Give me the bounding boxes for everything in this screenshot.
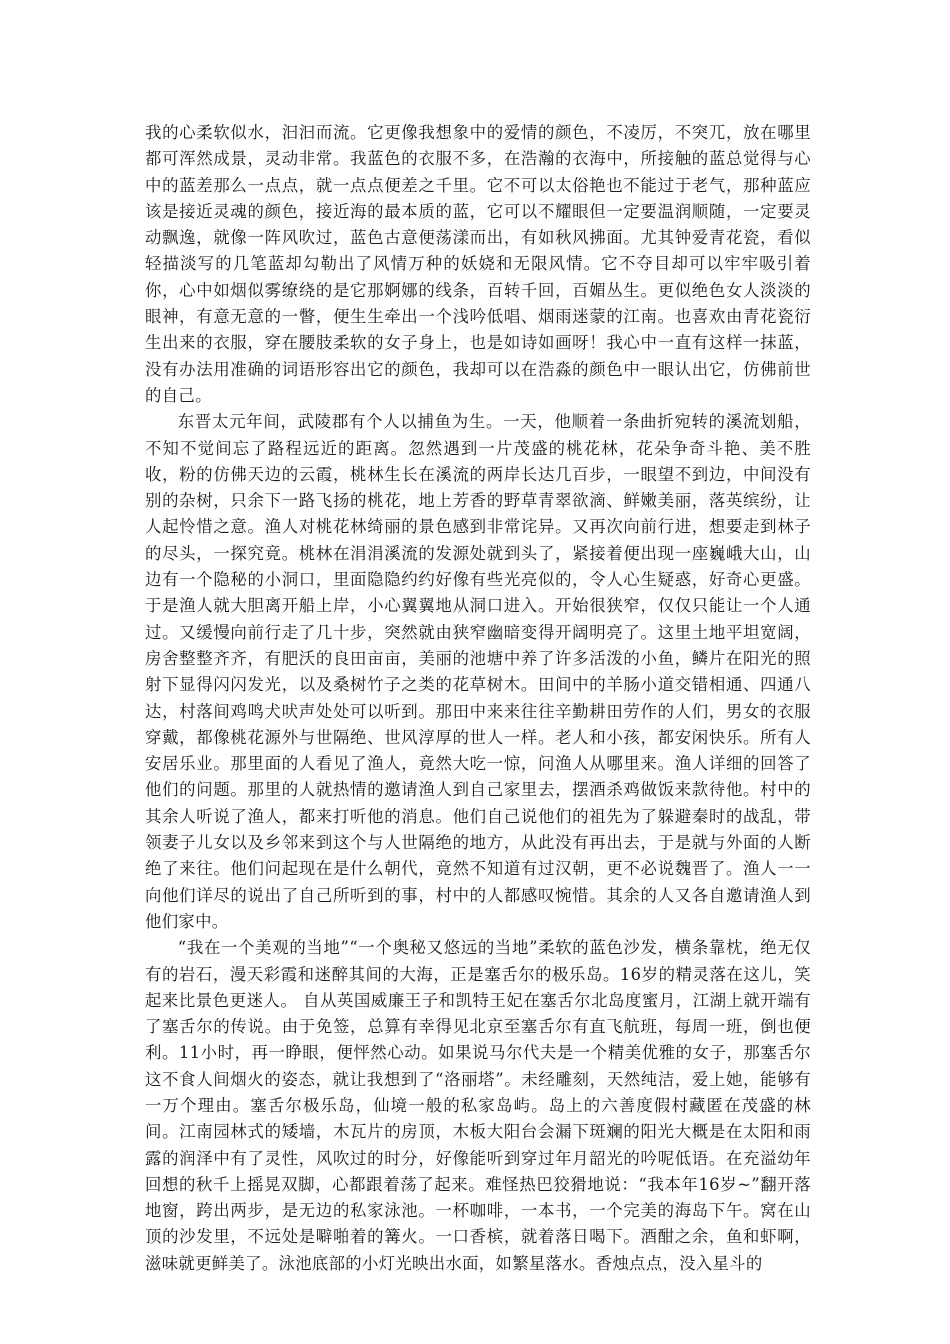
paragraph-seychelles: “我在一个美观的当地”“一个奥秘又悠远的当地”柔软的蓝色沙发，横条靠枕，绝无仅有的岩石，漫天彩霞和迷醉其间的大海，正是塞舌尔的极乐岛。16岁的精灵落在这儿，笑起来比景色更迷人。 自从英国威廉王子和凯特王妃在塞舌尔北岛度蜜月，江湖上就开端有了塞舌尔的传说。由于免签，总算有幸得见北京至塞舌尔有直飞航班，每周一班，倒也便利。11小时，再一睁眼，便怦然心动。如果说马尔代夫是一个精美优雅的女子，那塞舌尔这不食人间烟火的姿态，就让我想到了“洛丽塔”。未经雕刻，天然纯洁，爱上她，能够有一万个理由。塞舌尔极乐岛，仙境一般的私家岛屿。岛上的六善度假村藏匿在茂盛的林间。江南园林式的矮墙，木瓦片的房顶，木板大阳台会漏下斑斓的阳光大概是在太阳和雨露的润泽中有了灵性，风吹过的时分，好像能听到穿过年月韶光的吟呢低语。在充溢幼年回想的秋千上摇晃双脚，心都跟着荡了起来。难怪热巴狡猾地说：“我本年16岁~”翻开落地窗，跨出两步，是无边的私家泳池。一杯咖啡，一本书，一个完美的海岛下午。窝在山顶的沙发里，不远处是噼啪着的篝火。一口香槟，就着落日喝下。酒酣之余，鱼和虾啊，滋味就更鲜美了。泳池底部的小灯光映出水面，如繁星落水。香烛点点，没入星斗的 xyxy=(145,938,811,1273)
paragraph-peach-blossom: 东晋太元年间，武陵郡有个人以捕鱼为生。一天，他顺着一条曲折宛转的溪流划船，不知不觉间忘了路程远近的距离。忽然遇到一片茂盛的桃花林，花朵争奇斗艳、美不胜收，粉的仿佛天边的云霞，桃林生长在溪流的两岸长达几百步，一眼望不到边，中间没有别的杂树，只余下一路飞扬的桃花，地上芳香的野草青翠欲滴、鲜嫩美丽，落英缤纷，让人起怜惜之意。渔人对桃花林绮丽的景色感到非常诧异。又再次向前行进，想要走到林子的尽头，一探究竟。桃林在涓涓溪流的发源处就到头了，紧接着便出现一座巍峨大山，山边有一个隐秘的小洞口，里面隐隐约约好像有些光亮似的，令人心生疑惑，好奇心更盛。于是渔人就大胆离开船上岸，小心翼翼地从洞口进入。开始很狭窄，仅仅只能让一个人通过。又缓慢向前行走了几十步，突然就由狭窄幽暗变得开阔明亮了。这里土地平坦宽阔，房舍整整齐齐，有肥沃的良田亩亩，美丽的池塘中养了许多活泼的小鱼，鳞片在阳光的照射下显得闪闪发光，以及桑树竹子之类的花草树木。田间中的羊肠小道交错相通、四通八达，村落间鸡鸣犬吠声处处可以听到。那田中来来往往辛勤耕田劳作的人们，男女的衣服穿戴，都像桃花源外与世隔绝、世风淳厚的世人一样。老人和小孩，都安闲快乐。所有人安居乐业。那里面的人看见了渔人，竟然大吃一惊，问渔人从哪里来。渔人详细的回答了他们的问题。那里的人就热情的邀请渔人到自己家里去，摆酒杀鸡做饭来款待他。村中的其余人听说了渔人，都来打听他的消息。他们自己说他们的祖先为了躲避秦时的战乱，带领妻子儿女以及乡邻来到这个与人世隔绝的地方，从此没有再出去，于是就与外面的人断绝了来往。他们问起现在是什么朝代，竟然不知道有过汉朝，更不必说魏晋了。渔人一一向他们详尽的说出了自己所听到的事，村中的人都感叹惋惜。其余的人又各自邀请渔人到他们家中。 xyxy=(145,412,811,931)
paragraph-blue-essay: 我的心柔软似水，汩汩而流。它更像我想象中的爱情的颜色，不凌厉，不突兀，放在哪里都可浑然成景，灵动非常。我蓝色的衣服不多，在浩瀚的衣海中，所接触的蓝总觉得与心中的蓝差那么一点点，就一点点便差之千里。它不可以太俗艳也不能过于老气，那种蓝应该是接近灵魂的颜色，接近海的最本质的蓝，它可以不耀眼但一定要温润顺随，一定要灵动飘逸，就像一阵风吹过，蓝色古意便荡漾而出，有如秋风拂面。尤其钟爱青花瓷，看似轻描淡写的几笔蓝却勾勒出了风情万种的妖娆和无限风情。它不夺目却可以牢牢吸引着你，心中如烟似雾缭绕的是它那婀娜的线条，百转千回，百媚丛生。更似绝色女人淡淡的眼神，有意无意的一瞥，便生生牵出一个浅吟低唱、烟雨迷蒙的江南。也喜欢由青花瓷衍生出来的衣服，穿在腰肢柔软的女子身上，也是如诗如画呀！我心中一直有这样一抹蓝，没有办法用准确的词语形容出它的颜色，我却可以在浩淼的颜色中一眼认出它，仿佛前世的自己。 xyxy=(145,123,811,405)
document-body xyxy=(145,120,811,1277)
